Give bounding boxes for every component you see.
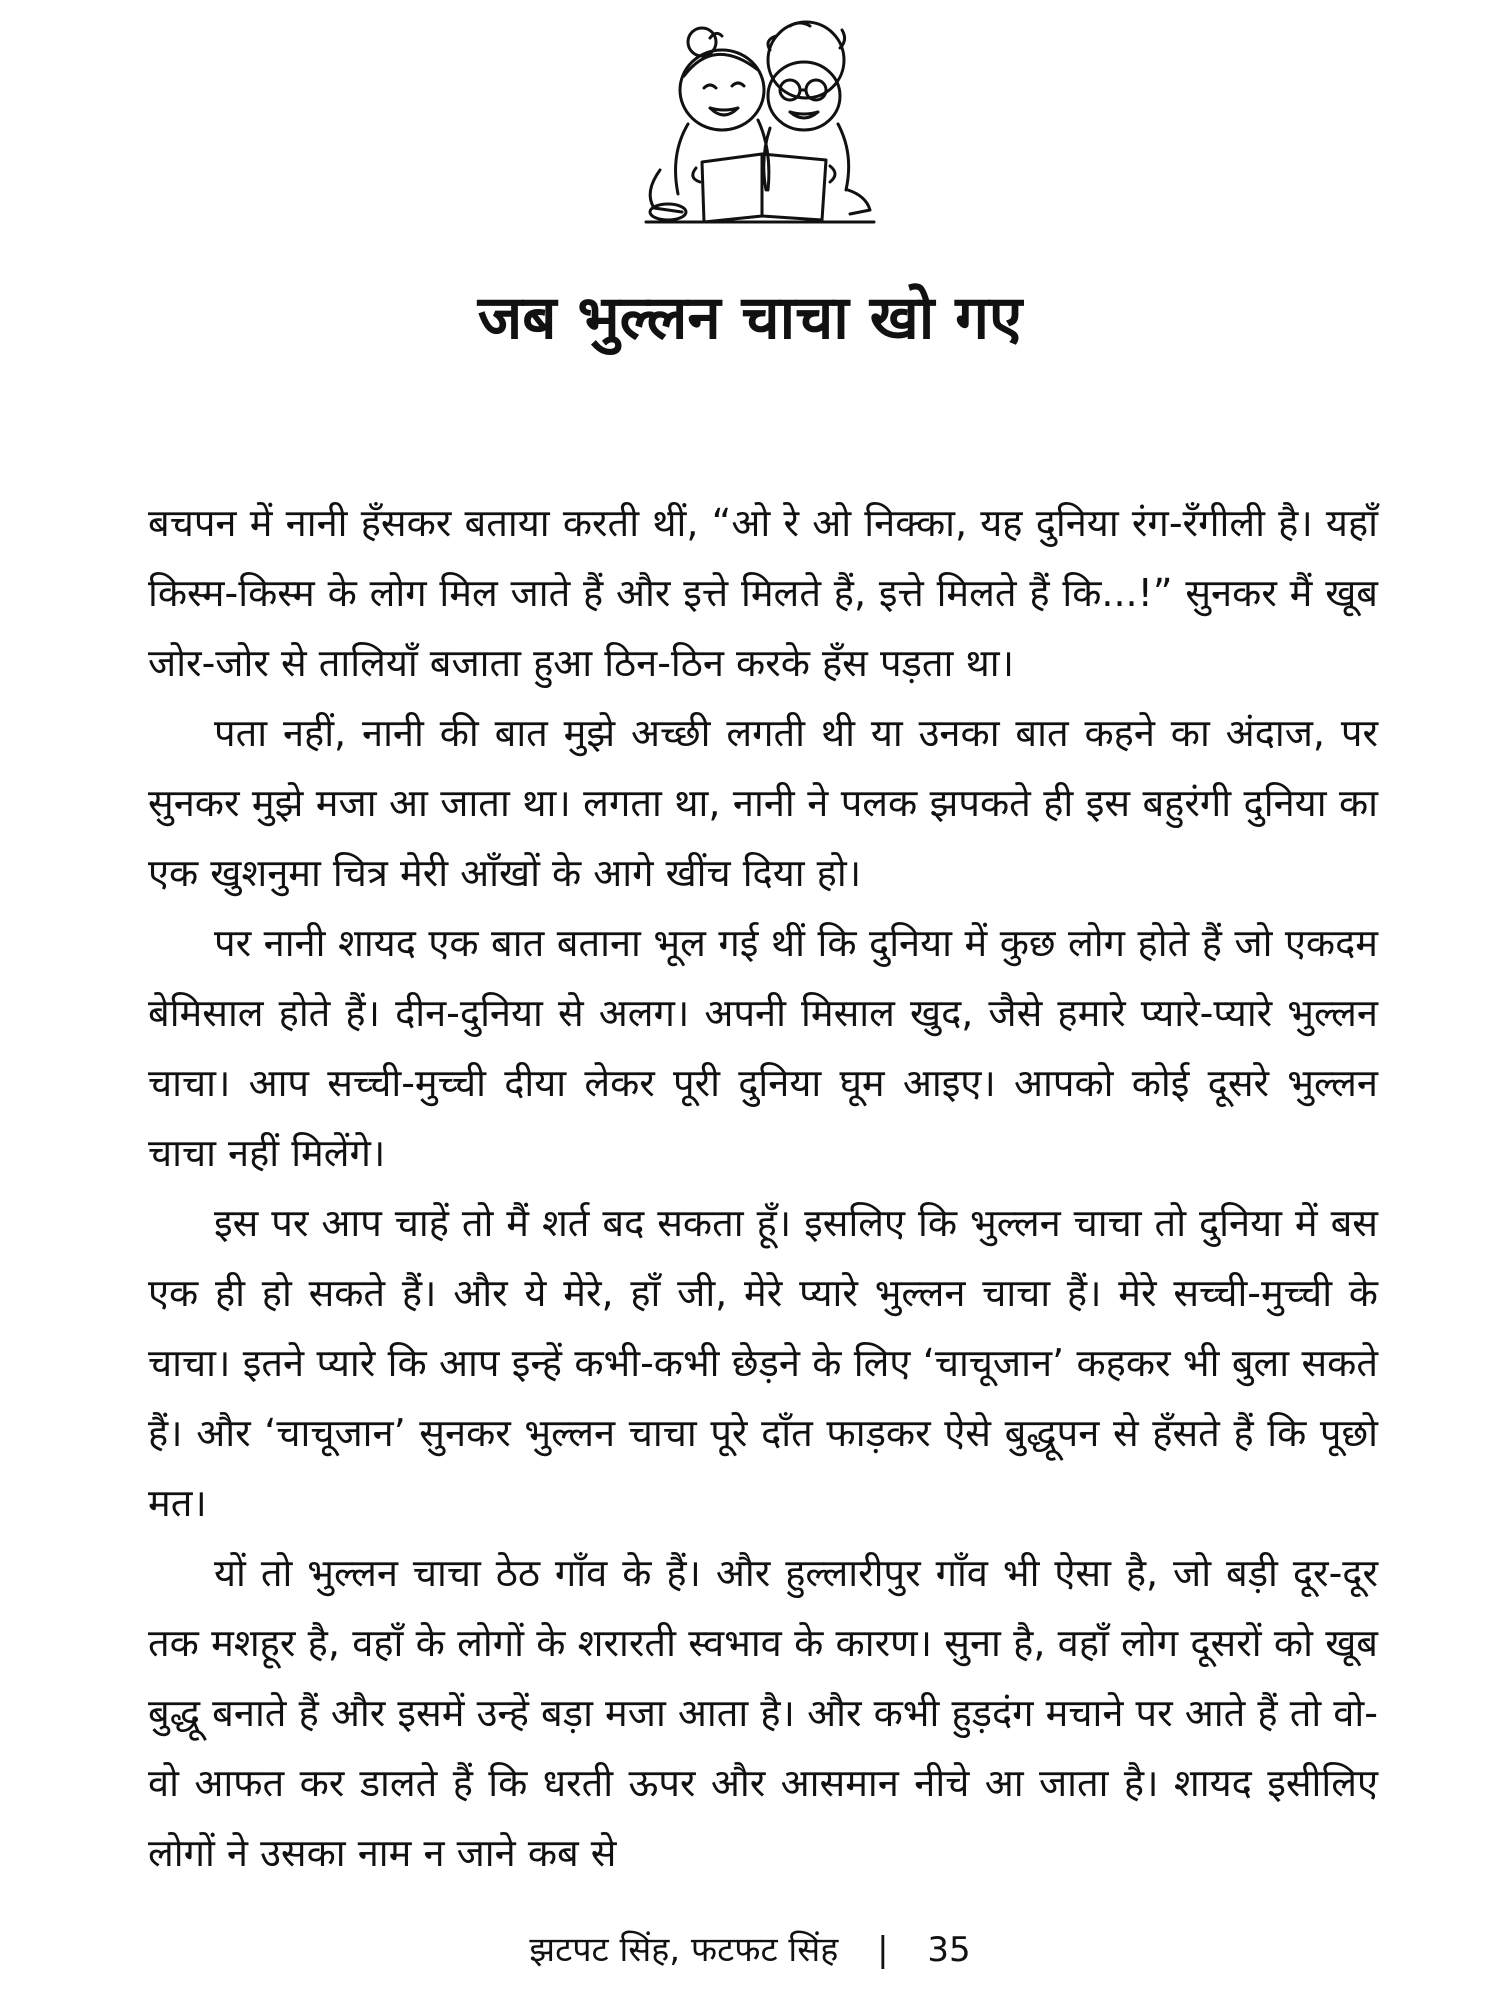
chapter-body (148, 488, 1378, 1888)
chapter-title: जब भुल्लन चाचा खो गए (477, 283, 1023, 353)
paragraph: बचपन में नानी हँसकर बताया करती थीं, “ओ रे ओ निक्का, यह दुनिया रंग-रँगीली है। यहाँ किस्म-किस्म के लोग मिल जाते हैं और इत्ते मिलते हैं, इत्ते मिलते हैं कि...!” सुनकर मैं खूब जोर-जोर से तालियाँ बजाता हुआ ठिन-ठिन करके हँस पड़ता था। (148, 501, 1378, 685)
page-footer (0, 1926, 1500, 1974)
paragraph: पता नहीं, नानी की बात मुझे अच्छी लगती थी या उनका बात कहने का अंदाज, पर सुनकर मुझे मजा आ जाता था। लगता था, नानी ने पलक झपकते ही इस बहुरंगी दुनिया का एक खुशनुमा चित्र मेरी आँखों के आगे खींच दिया हो। (148, 711, 1378, 895)
book-title: झटपट सिंह, फटफट सिंह (529, 1930, 839, 1970)
footer-separator: | (877, 1930, 889, 1970)
paragraph: इस पर आप चाहें तो मैं शर्त बद सकता हूँ। इसलिए कि भुल्लन चाचा तो दुनिया में बस एक ही हो सकते हैं। और ये मेरे, हाँ जी, मेरे प्यारे भुल्लन चाचा हैं। मेरे सच्ची-मुच्ची के चाचा। इतने प्यारे कि आप इन्हें कभी-कभी छेड़ने के लिए ‘चाचूजान’ कहकर भी बुला सकते हैं। और ‘चाचूजान’ सुनकर भुल्लन चाचा पूरे दाँत फाड़कर ऐसे बुद्धूपन से हँसते हैं कि पूछो मत। (148, 1201, 1378, 1525)
chapter-illustration (640, 20, 880, 230)
paragraph: यों तो भुल्लन चाचा ठेठ गाँव के हैं। और हुल्लारीपुर गाँव भी ऐसा है, जो बड़ी दूर-दूर तक मशहूर है, वहाँ के लोगों के शरारती स्वभाव के कारण। सुना है, वहाँ लोग दूसरों को खूब बुद्धू बनाते हैं और इसमें उन्हें बड़ा मजा आता है। और कभी हुड़दंग मचाने पर आते हैं तो वो-वो आफत कर डालते हैं कि धरती ऊपर और आसमान नीचे आ जाता है। शायद इसीलिए लोगों ने उसका नाम न जाने कब से (148, 1551, 1378, 1875)
children-reading-icon (640, 20, 880, 230)
page-number: 35 (927, 1930, 971, 1970)
paragraph: पर नानी शायद एक बात बताना भूल गई थीं कि दुनिया में कुछ लोग होते हैं जो एकदम बेमिसाल होते हैं। दीन-दुनिया से अलग। अपनी मिसाल खुद, जैसे हमारे प्यारे-प्यारे भुल्लन चाचा। आप सच्ची-मुच्ची दीया लेकर पूरी दुनिया घूम आइए। आपको कोई दूसरे भुल्लन चाचा नहीं मिलेंगे। (148, 921, 1378, 1175)
